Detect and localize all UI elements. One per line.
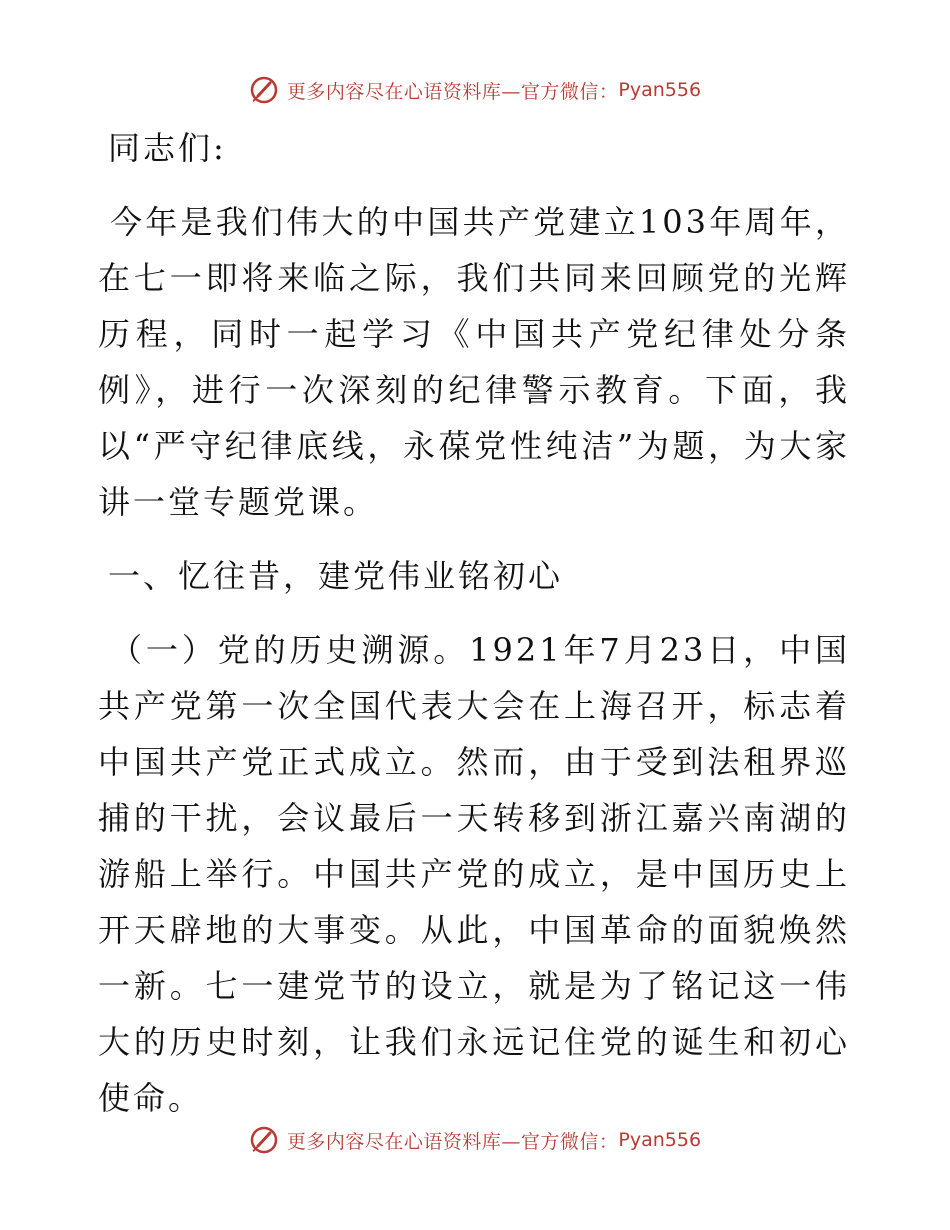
watermark-text: 更多内容尽在心语资料库—官方微信： <box>286 1130 619 1153</box>
section-heading: 一、忆往昔，建党伟业铭初心 <box>108 557 564 595</box>
section-paragraph: （一）党的历史溯源。1921年7月23日，中国共产党第一次全国代表大会在上海召开，标志着中国共产党正式成立。然而，由于受到法租界巡捕的干扰，会议最后一天转移到浙江嘉兴南湖的游船上举行。中国共产党的成立，是中国历史上开天辟地的大事变。从此，中国革命的面貌焕然一新。七一建党节的设立，就是为了铭记这一伟大的历史时刻，让我们永远记住党的诞生和初心使命。 <box>98 631 850 1117</box>
watermark-wechat-id: Pyan556 <box>618 1129 702 1151</box>
watermark-wechat-id: Pyan556 <box>618 79 702 101</box>
watermark-text: 更多内容尽在心语资料库—官方微信： <box>286 80 619 103</box>
watermark-footer <box>0 1120 950 1160</box>
intro-paragraph: 今年是我们伟大的中国共产党建立103年周年，在七一即将来临之际，我们共同来回顾党的光辉历程，同时一起学习《中国共产党纪律处分条例》，进行一次深刻的纪律警示教育。下面，我以“严守纪律底线，永葆党性纯洁”为题，为大家讲一堂专题党课。 <box>98 203 850 521</box>
greeting: 同志们: <box>108 129 227 167</box>
document-body <box>98 120 850 1144</box>
brush-pen-logo-icon <box>249 1125 279 1155</box>
watermark-header <box>0 70 950 110</box>
brush-pen-logo-icon <box>249 75 279 105</box>
